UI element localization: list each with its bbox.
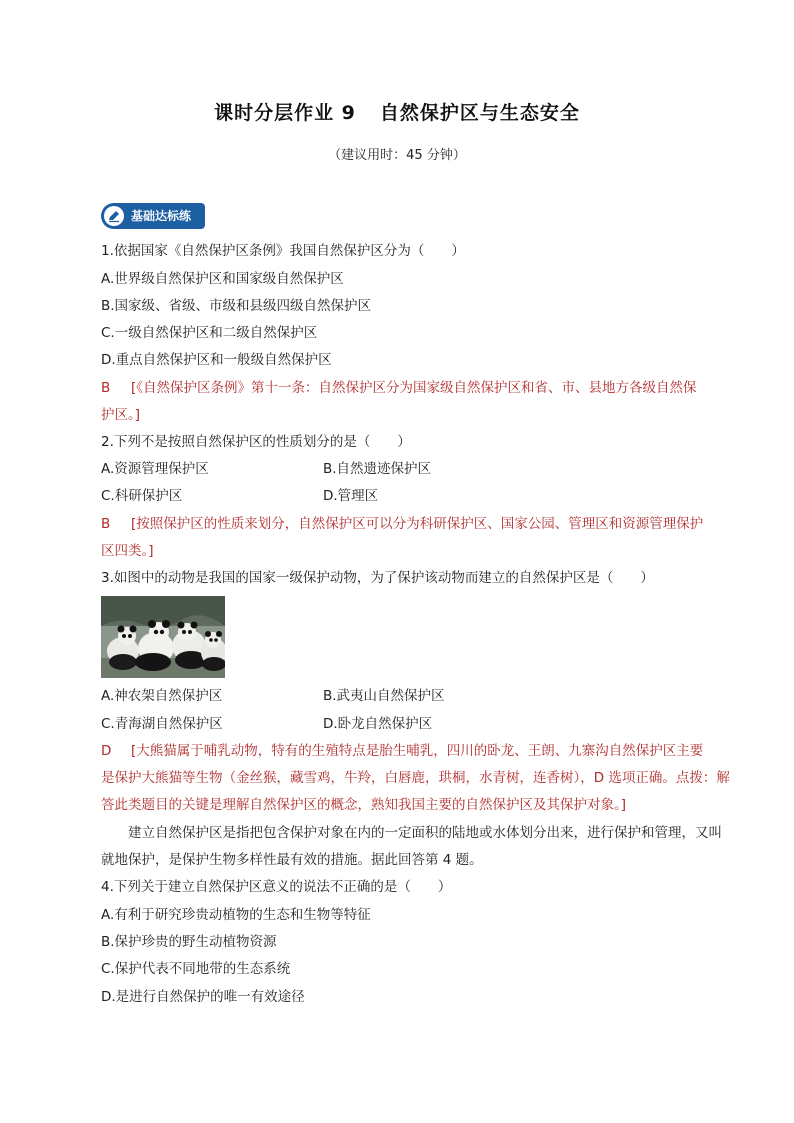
q4-option-d: D.是进行自然保护的唯一有效途径 bbox=[101, 989, 305, 1005]
q1-option-c: C.一级自然保护区和二级自然保护区 bbox=[101, 325, 318, 341]
q3-answer-letter: D bbox=[101, 743, 112, 759]
q2-stem: 2.下列不是按照自然保护区的性质划分的是（ ） bbox=[101, 434, 411, 450]
q3-option-d: D.卧龙自然保护区 bbox=[323, 716, 433, 732]
q1-answer bbox=[101, 378, 697, 398]
page-title bbox=[0, 98, 794, 125]
panda-photo bbox=[101, 596, 225, 678]
q3-answer-text-3: 答此类题目的关键是理解自然保护区的概念，熟知我国主要的自然保护区及其保护对象。] bbox=[101, 797, 627, 813]
q1-option-a: A.世界级自然保护区和国家级自然保护区 bbox=[101, 271, 344, 287]
q1-option-d: D.重点自然保护区和一般级自然保护区 bbox=[101, 352, 332, 368]
q3-answer-text-2: 是保护大熊猫等生物（金丝猴，藏雪鸡，牛羚，白唇鹿，珙桐，水青树，连香树），D 选项正确。点拨：解 bbox=[101, 770, 730, 786]
q2-answer-text-1: [按照保护区的性质来划分，自然保护区可以分为科研保护区、国家公园、管理区和资源管理保护 bbox=[131, 516, 704, 532]
q3-answer bbox=[101, 741, 703, 761]
q2-option-b: B.自然遗迹保护区 bbox=[323, 461, 432, 477]
passage-line-2: 就地保护，是保护生物多样性最有效的措施。据此回答第 4 题。 bbox=[101, 852, 483, 868]
q2-option-d: D.管理区 bbox=[323, 488, 379, 504]
q4-stem: 4.下列关于建立自然保护区意义的说法不正确的是（ ） bbox=[101, 879, 452, 895]
title-part-1: 课时分层作业 9 bbox=[214, 102, 356, 124]
q3-option-b: B.武夷山自然保护区 bbox=[323, 688, 445, 704]
section-badge bbox=[101, 203, 205, 229]
q2-option-c: C.科研保护区 bbox=[101, 488, 183, 504]
q4-option-a: A.有利于研究珍贵动植物的生态和生物等特征 bbox=[101, 907, 371, 923]
suggested-time: （建议用时：45 分钟） bbox=[328, 148, 466, 163]
q1-stem: 1.依据国家《自然保护区条例》我国自然保护区分为（ ） bbox=[101, 243, 465, 259]
q4-option-c: C.保护代表不同地带的生态系统 bbox=[101, 961, 291, 977]
passage-line-1: 建立自然保护区是指把包含保护对象在内的一定面积的陆地或水体划分出来，进行保护和管理，又叫 bbox=[101, 825, 722, 841]
title-part-2: 自然保护区与生态安全 bbox=[379, 102, 580, 124]
q1-answer-text-2: 护区。] bbox=[101, 407, 141, 423]
q3-answer-text-1: [大熊猫属于哺乳动物，特有的生殖特点是胎生哺乳，四川的卧龙、王朗、九寨沟自然保护区主要 bbox=[131, 743, 704, 759]
q3-option-c: C.青海湖自然保护区 bbox=[101, 716, 223, 732]
q2-answer-letter: B bbox=[101, 516, 111, 532]
q3-stem: 3.如图中的动物是我国的国家一级保护动物，为了保护该动物而建立的自然保护区是（ ） bbox=[101, 570, 654, 586]
pencil-icon bbox=[104, 206, 124, 226]
q1-answer-text-1: [《自然保护区条例》第十一条：自然保护区分为国家级自然保护区和省、市、县地方各级自然保 bbox=[131, 380, 697, 396]
q1-option-b: B.国家级、省级、市级和县级四级自然保护区 bbox=[101, 298, 372, 314]
q2-answer-text-2: 区四类。] bbox=[101, 543, 154, 559]
q2-answer bbox=[101, 514, 703, 534]
q3-option-a: A.神农架自然保护区 bbox=[101, 688, 223, 704]
q4-option-b: B.保护珍贵的野生动植物资源 bbox=[101, 934, 277, 950]
q2-option-a: A.资源管理保护区 bbox=[101, 461, 209, 477]
section-badge-label: 基础达标练 bbox=[131, 209, 192, 223]
q1-answer-letter: B bbox=[101, 380, 111, 396]
